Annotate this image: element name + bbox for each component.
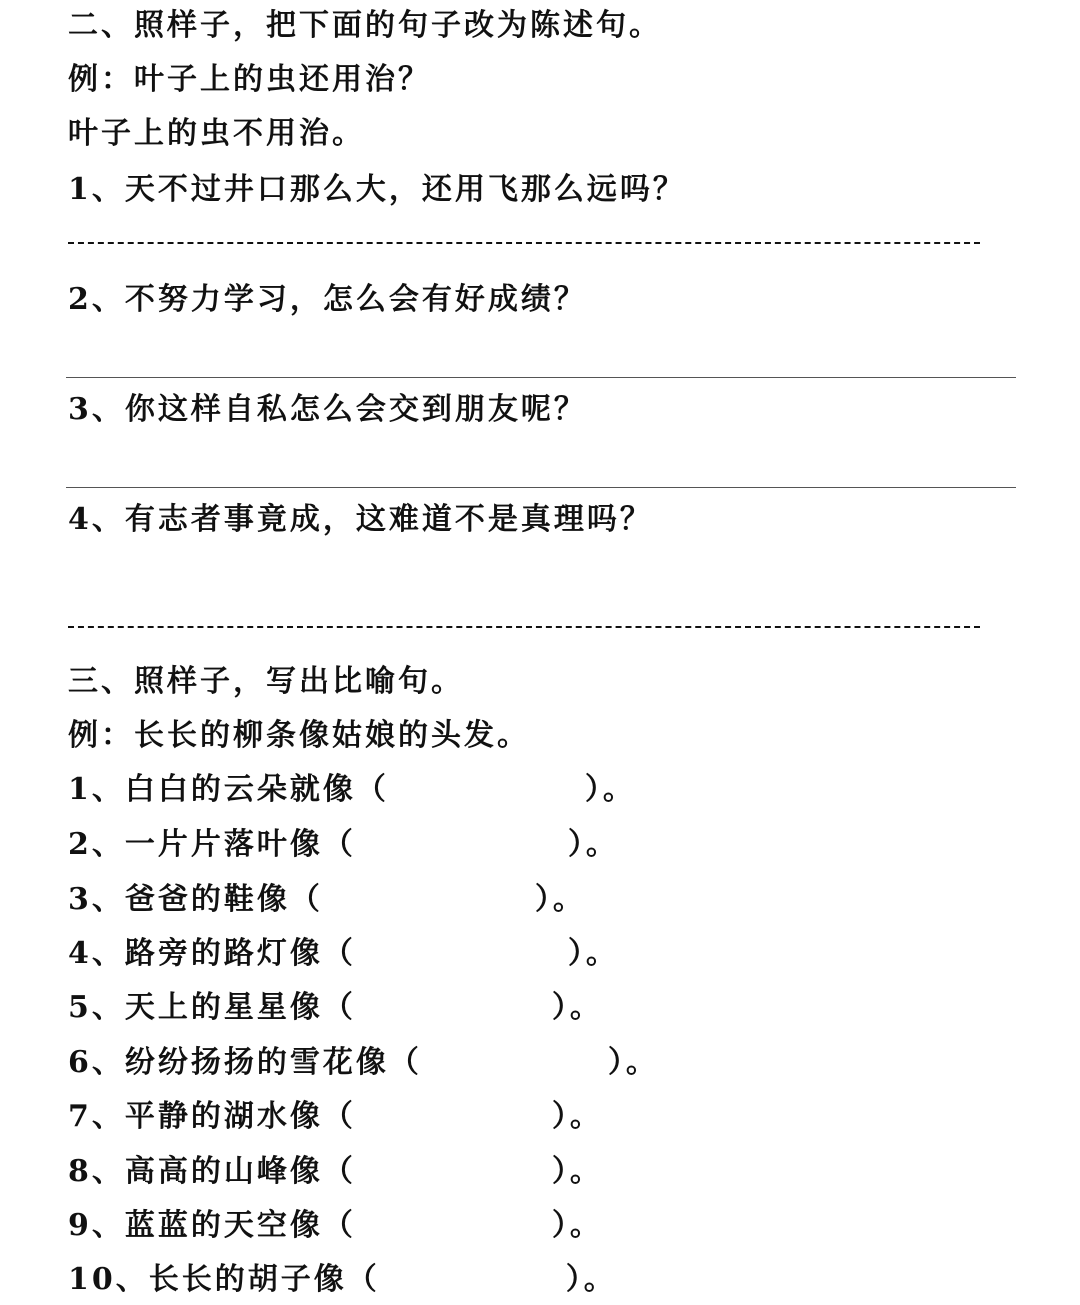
answer-line-2[interactable] [66, 377, 1016, 378]
simile-item [68, 1262, 617, 1298]
section2-item-2: 2、不努力学习，怎么会有好成绩？ [68, 282, 587, 317]
simile-prompt: 5、天上的星星像 [68, 990, 323, 1025]
simile-prompt: 6、纷纷扬扬的雪花像 [68, 1045, 389, 1080]
section3-example: 例：长长的柳条像姑娘的头发。 [68, 718, 530, 753]
open-paren: （ [355, 772, 389, 807]
open-paren: （ [322, 1154, 356, 1189]
open-paren: （ [346, 1262, 380, 1297]
answer-line-3[interactable] [66, 487, 1016, 488]
section2-heading: 二、照样子，把下面的句子改为陈述句。 [68, 8, 662, 43]
open-paren: （ [289, 882, 323, 917]
simile-item [68, 1154, 603, 1190]
open-paren: （ [388, 1045, 422, 1080]
section2-example-question: 例：叶子上的虫还用治？ [68, 62, 431, 97]
open-paren: （ [322, 990, 356, 1025]
close-paren: ）。 [567, 936, 619, 971]
simile-prompt: 8、高高的山峰像 [68, 1154, 323, 1189]
open-paren: （ [322, 1099, 356, 1134]
section2-item-1: 1、天不过井口那么大，还用飞那么远吗？ [68, 172, 686, 207]
simile-prompt: 10、长长的胡子像 [68, 1262, 347, 1297]
open-paren: （ [322, 936, 356, 971]
simile-prompt: 2、一片片落叶像 [68, 827, 323, 862]
close-paren: ）。 [551, 990, 603, 1025]
simile-prompt: 3、爸爸的鞋像 [68, 882, 290, 917]
simile-item [68, 1099, 603, 1135]
open-paren: （ [322, 827, 356, 862]
close-paren: ）。 [551, 1099, 603, 1134]
simile-item [68, 1208, 603, 1244]
close-paren: ）。 [565, 1262, 617, 1297]
simile-prompt: 7、平静的湖水像 [68, 1099, 323, 1134]
section2-example-answer: 叶子上的虫不用治。 [68, 116, 365, 151]
section2-item-3: 3、你这样自私怎么会交到朋友呢？ [68, 392, 587, 427]
simile-item [68, 772, 636, 808]
close-paren: ）。 [607, 1045, 659, 1080]
answer-line-1[interactable] [68, 242, 980, 244]
close-paren: ）。 [551, 1154, 603, 1189]
simile-item [68, 882, 586, 918]
simile-prompt: 4、路旁的路灯像 [68, 936, 323, 971]
close-paren: ）。 [567, 827, 619, 862]
close-paren: ）。 [551, 1208, 603, 1243]
section2-item-4: 4、有志者事竟成，这难道不是真理吗？ [68, 502, 653, 537]
section3-heading: 三、照样子，写出比喻句。 [68, 664, 464, 699]
simile-item [68, 1045, 659, 1081]
answer-line-4[interactable] [68, 626, 980, 628]
simile-prompt: 9、蓝蓝的天空像 [68, 1208, 323, 1243]
simile-item [68, 827, 619, 863]
close-paren: ）。 [534, 882, 586, 917]
close-paren: ）。 [584, 772, 636, 807]
simile-prompt: 1、白白的云朵就像 [68, 772, 356, 807]
simile-item [68, 990, 603, 1026]
simile-item [68, 936, 619, 972]
open-paren: （ [322, 1208, 356, 1243]
